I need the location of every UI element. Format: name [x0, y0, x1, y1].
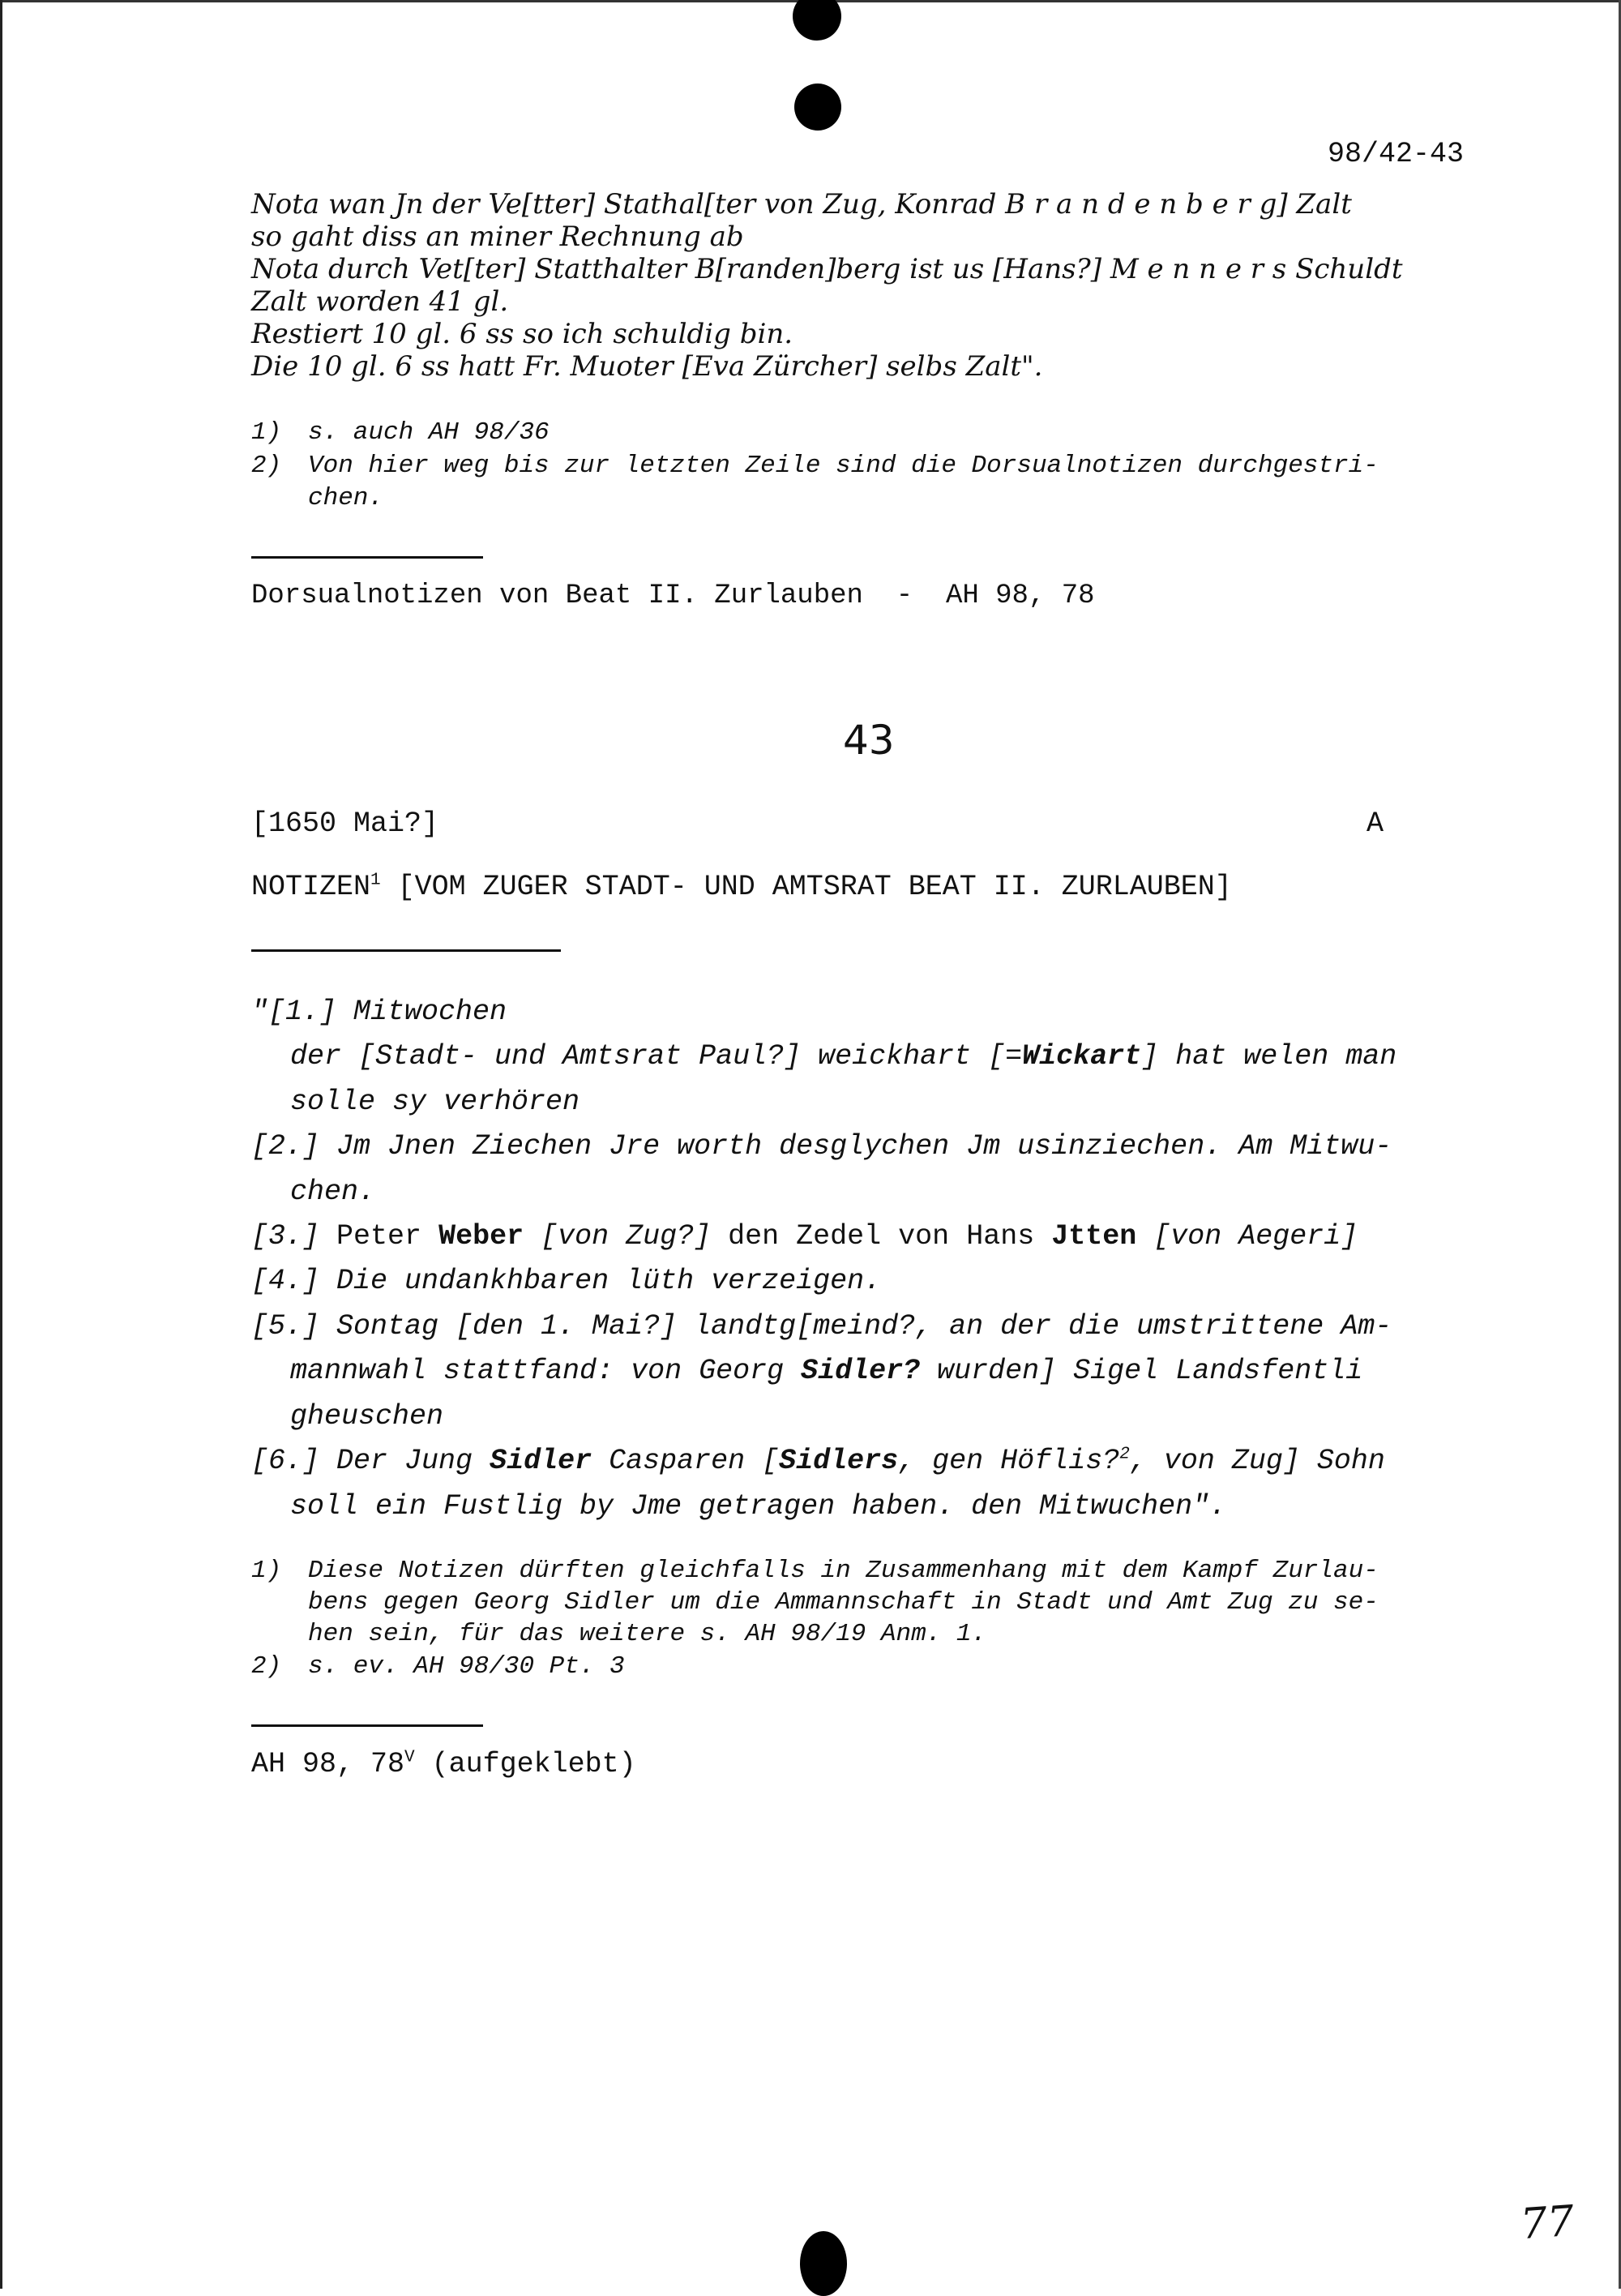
note-6-line-2: soll ein Fustlig by Jme getragen haben. den Mitwuchen".	[290, 1490, 1227, 1523]
heading-footnote-marker: 1	[370, 871, 381, 890]
note-text: den Zedel von Hans	[728, 1220, 1052, 1253]
note-text: [von Aegeri]	[1136, 1220, 1358, 1253]
footnote-number: 2)	[251, 452, 282, 480]
note-3	[251, 1220, 1358, 1253]
continuation-line: Restiert 10 gl. 6 ss so ich schuldig bin.	[251, 318, 793, 350]
footnote-number: 2)	[251, 1652, 282, 1681]
continuation-line: Nota durch Vet[ter] Statthalter B[randen]berg ist us [Hans?] M e n n e r s Schuldt	[251, 253, 1403, 285]
page-edge-left	[0, 0, 2, 2289]
name-highlight: Weber	[438, 1220, 524, 1253]
punch-hole-top-1	[793, 0, 841, 41]
name-highlight: Jtten	[1051, 1220, 1137, 1253]
document-date: [1650 Mai?]	[251, 807, 439, 840]
divider-rule	[251, 1724, 483, 1727]
note-1-line-1	[290, 1040, 1396, 1073]
continuation-line: Nota wan Jn der Ve[tter] Stathal[ter von Zug, Konrad B r a n d e n b e r g] Zalt	[251, 188, 1352, 221]
footnote-text: s. auch AH 98/36	[308, 418, 550, 447]
name-highlight: Sidlers	[779, 1445, 899, 1477]
divider-rule	[251, 949, 561, 952]
note-text: Peter	[336, 1220, 439, 1253]
continuation-line: Die 10 gl. 6 ss hatt Fr. Muoter [Eva Zürcher] selbs Zalt".	[251, 350, 1043, 383]
note-2-line-2: chen.	[290, 1176, 376, 1208]
footnote-text: hen sein, für das weitere s. AH 98/19 Anm. 1.	[308, 1620, 987, 1648]
name-highlight: Wickart	[1022, 1040, 1142, 1073]
note-5-line-2	[290, 1355, 1362, 1387]
source-reference: Dorsualnotizen von Beat II. Zurlauben - AH 98, 78	[251, 580, 1095, 611]
footnote-marker: 2	[1119, 1445, 1130, 1464]
footnote-text: Diese Notizen dürften gleichfalls in Zusammenhang mit dem Kampf Zurlau-	[308, 1557, 1379, 1585]
note-2-line-1: [2.] Jm Jnen Ziechen Jre worth desglychen Jm usinziechen. Am Mitwu-	[251, 1130, 1392, 1163]
footnote-text: bens gegen Georg Sidler um die Ammannschaft in Stadt und Amt Zug zu se-	[308, 1588, 1379, 1617]
note-text: , von Zug] Sohn	[1129, 1445, 1385, 1477]
note-text: der [Stadt- und Amtsrat Paul?] weickhart [=	[290, 1040, 1023, 1073]
footnote-number: 1)	[251, 1557, 282, 1585]
footnote-number: 1)	[251, 418, 282, 447]
name-highlight: Sidler?	[801, 1355, 921, 1387]
note-text: , gen Höflis?	[898, 1445, 1120, 1477]
note-1-head: "[1.] Mitwochen	[251, 996, 507, 1028]
punch-hole-top-2	[794, 84, 841, 131]
document-heading	[251, 871, 1232, 903]
source-text: AH 98, 78	[251, 1748, 405, 1780]
continuation-line: Zalt worden 41 gl.	[251, 285, 509, 318]
note-text: ] hat welen man	[1141, 1040, 1397, 1073]
note-6-line-1	[251, 1445, 1385, 1477]
document-type-letter: A	[1367, 807, 1384, 840]
verso-marker: V	[404, 1748, 415, 1767]
note-text: mannwahl stattfand: von Georg	[290, 1355, 802, 1387]
note-5-line-3: gheuschen	[290, 1400, 444, 1433]
note-text: [6.] Der Jung	[251, 1445, 490, 1477]
handwritten-page-number: 77	[1518, 2196, 1576, 2250]
divider-rule	[251, 556, 483, 559]
page-reference: 98/42-43	[1328, 138, 1465, 170]
punch-hole-bottom	[800, 2231, 847, 2296]
note-4: [4.] Die undankhbaren lüth verzeigen.	[251, 1265, 882, 1297]
note-text: Casparen [	[592, 1445, 780, 1477]
source-reference-bottom	[251, 1748, 636, 1780]
note-text: [von Zug?]	[524, 1220, 729, 1253]
heading-text: NOTIZEN	[251, 871, 371, 903]
note-number: [3.]	[251, 1220, 337, 1253]
note-text: wurden] Sigel Landsfentli	[920, 1355, 1363, 1387]
source-text: (aufgeklebt)	[414, 1748, 636, 1780]
continuation-line: so gaht diss an miner Rechnung ab	[251, 221, 744, 253]
footnote-text: Von hier weg bis zur letzten Zeile sind die Dorsualnotizen durchgestri-	[308, 452, 1379, 480]
name-highlight: Sidler	[490, 1445, 592, 1477]
footnote-text: s. ev. AH 98/30 Pt. 3	[308, 1652, 625, 1681]
heading-text-rest: [VOM ZUGER STADT- UND AMTSRAT BEAT II. ZURLAUBEN]	[380, 871, 1232, 903]
document-number: 43	[843, 717, 895, 764]
note-5-line-1: [5.] Sontag [den 1. Mai?] landtg[meind?, an der die umstrittene Am-	[251, 1310, 1392, 1343]
note-1-line-2: solle sy verhören	[290, 1086, 580, 1118]
footnote-text-continued: chen.	[308, 484, 384, 512]
